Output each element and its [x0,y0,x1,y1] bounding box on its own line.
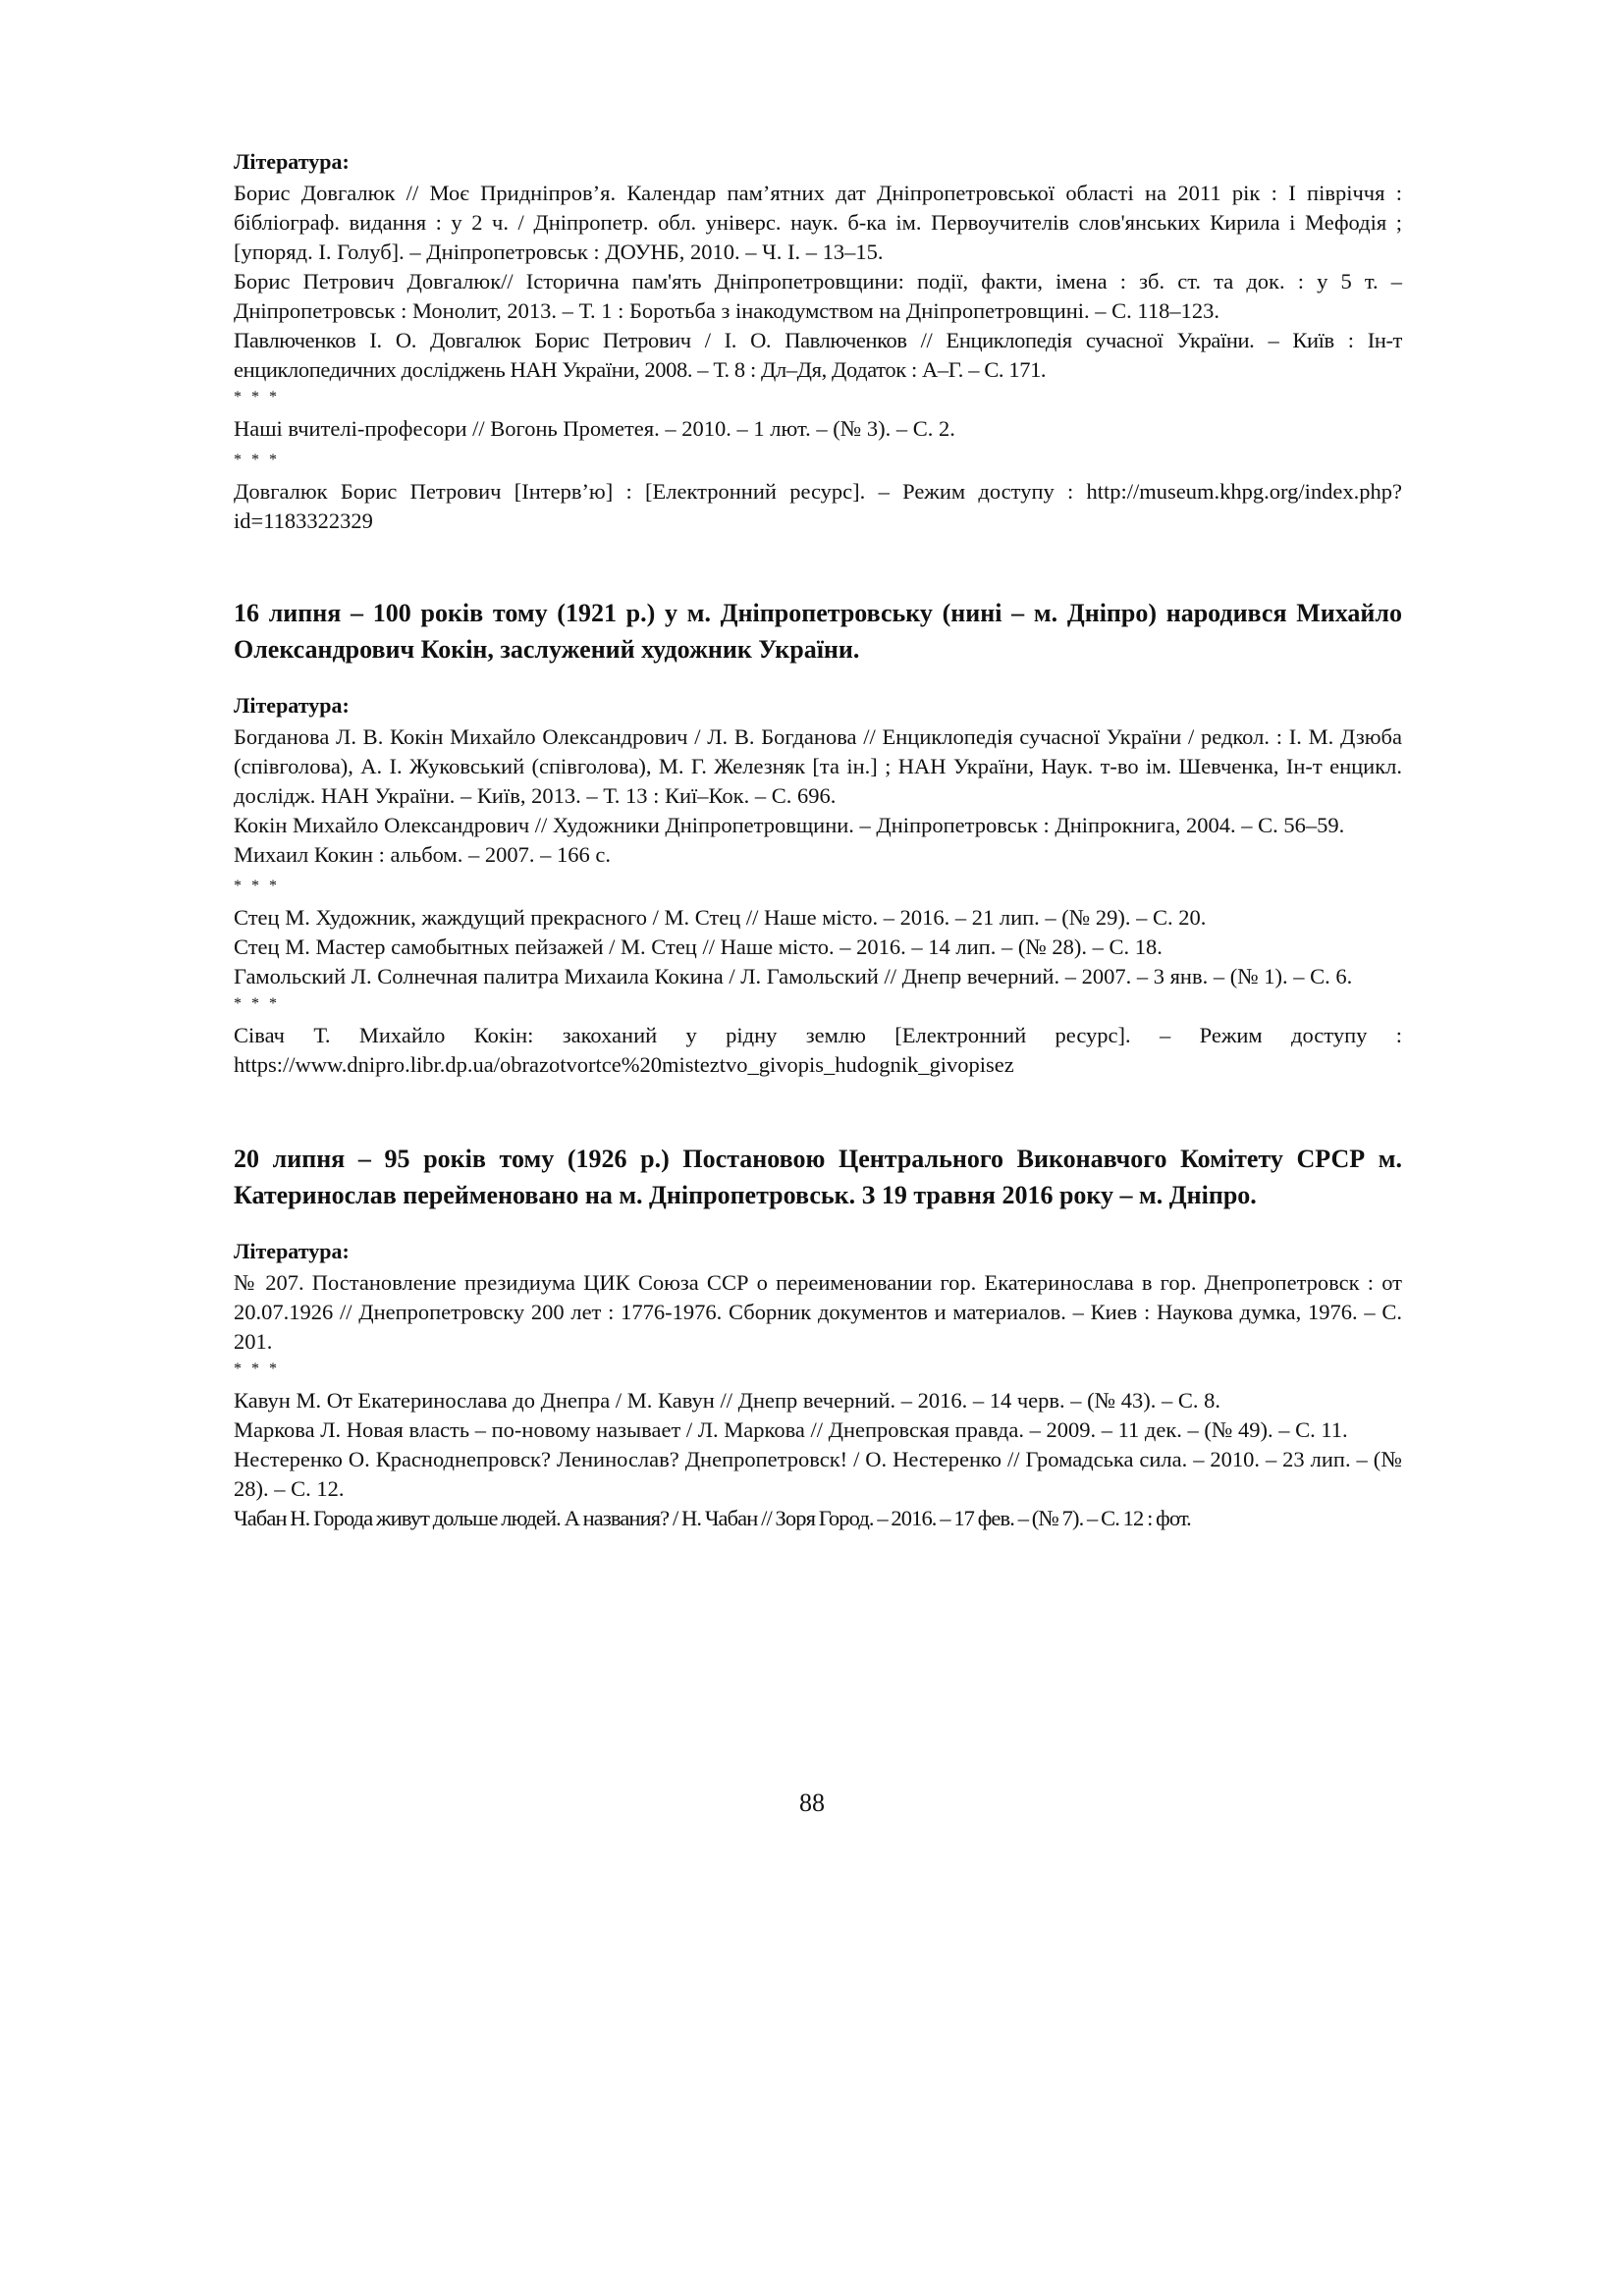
bibliography-entry: Сівач Т. Михайло Кокін: закоханий у рідну землю [Електронний ресурс]. – Режим доступу : https://www.dnipro.libr.dp.ua/obrazotvortce%20misteztvo_givopis_hudognik_givopisez [234,1023,1402,1077]
separator-stars: * * * [234,995,280,1012]
bibliography-entry: Наші вчителі-професори // Вогонь Прометея. – 2010. – 1 лют. – (№ 3). – С. 2. [234,416,955,441]
section-dovhaliuk [234,147,1402,536]
page-content [234,147,1402,1533]
bibliography-entry: Михаил Кокин : альбом. – 2007. – 166 с. [234,842,611,867]
section-kokin [234,595,1402,1080]
bibliography-entry: Борис Довгалюк // Моє Придніпров’я. Календар пам’ятних дат Дніпропетровської області на 2011 рік : І півріччя : бібліограф. видання : у 2 ч. / Дніпропетр. обл. універс. наук. б-ка ім. Первоучителів слов'янських Кирила і Мефодія ; [упоряд. І. Голуб]. – Дніпропетровськ : ДОУНБ, 2010. – Ч. І. – 13–15. [234,181,1402,264]
section-heading: 20 липня – 95 років тому (1926 р.) Постановою Центрального Виконавчого Комітету СРСР м. Катеринослав перейменовано на м. Дніпропетровськ. З 19 травня 2016 року – м. Дніпро. [234,1145,1402,1209]
bibliography-entry: Стец М. Мастер самобытных пейзажей / М. Стец // Наше місто. – 2016. – 14 лип. – (№ 28). – С. 18. [234,934,1163,959]
bibliography-entry: Кавун М. От Екатеринослава до Днепра / М. Кавун // Днепр вечерний. – 2016. – 14 черв. – (№ 43). – С. 8. [234,1388,1220,1413]
bibliography-entry: Маркова Л. Новая власть – по-новому называет / Л. Маркова // Днепровская правда. – 2009. – 11 дек. – (№ 49). – С. 11. [234,1417,1348,1442]
bibliography-entry: Богданова Л. В. Кокін Михайло Олександрович / Л. В. Богданова // Енциклопедія сучасної України / редкол. : І. М. Дзюба (співголова), А. І. Жуковський (співголова), М. Г. Железняк [та ін.] ; НАН України, Наук. т-во ім. Шевченка, Ін-т енцикл. дослідж. НАН України. – Київ, 2013. – Т. 13 : Киї–Кок. – С. 696. [234,724,1402,808]
bibliography-entry: Нестеренко О. Красноднепровск? Ленинослав? Днепропетровск! / О. Нестеренко // Громадська сила. – 2010. – 23 лип. – (№ 28). – С. 12. [234,1447,1402,1501]
bibliography-entry: Гамольский Л. Солнечная палитра Михаила Кокина / Л. Гамольский // Днепр вечерний. – 2007. – 3 янв. – (№ 1). – С. 6. [234,964,1353,988]
bibliography-entry: Павлюченков І. О. Довгалюк Борис Петрович / І. О. Павлюченков // Енциклопедія сучасної України. – Київ : Ін-т енциклопедичних досліджень НАН України, 2008. – Т. 8 : Дл–Дя, Додаток : А–Г. – С. 171. [234,328,1402,382]
page-number: 88 [799,1789,825,1817]
literature-label: Література: [234,149,350,174]
literature-label: Література: [234,693,350,718]
bibliography-entry: Довгалюк Борис Петрович [Інтерв’ю] : [Електронний ресурс]. – Режим доступу : http://museum.khpg.org/index.php?id=1183322329 [234,479,1402,533]
bibliography-entry: Чабан Н. Города живут дольше людей. А названия? / Н. Чабан // Зоря Город. – 2016. – 17 фев. – (№ 7). – С. 12 : фот. [234,1506,1191,1530]
separator-stars: * * * [234,389,280,405]
section-heading: 16 липня – 100 років тому (1921 р.) у м. Дніпропетровську (нині – м. Дніпро) народився Михайло Олександрович Кокін, заслужений художник України. [234,599,1402,664]
separator-stars: * * * [234,452,280,468]
separator-stars: * * * [234,878,280,894]
bibliography-entry: Борис Петрович Довгалюк// Історична пам'ять Дніпропетровщини: події, факти, імена : зб. ст. та док. : у 5 т. – Дніпропетровськ : Монолит, 2013. – Т. 1 : Боротьба з інакодумством на Дніпропетровщині. – С. 118–123. [234,269,1402,323]
separator-stars: * * * [234,1361,280,1377]
bibliography-entry: № 207. Постановление президиума ЦИК Союза ССР о переименовании гор. Екатеринослава в гор. Днепропетровск : от 20.07.1926 // Днепропетровску 200 лет : 1776-1976. Сборник документов и материалов. – Киев : Наукова думка, 1976. – С. 201. [234,1270,1402,1354]
bibliography-entry: Стец М. Художник, жаждущий прекрасного / М. Стец // Наше місто. – 2016. – 21 лип. – (№ 29). – С. 20. [234,905,1207,930]
section-renaming [234,1141,1402,1533]
bibliography-entry: Кокін Михайло Олександрович // Художники Дніпропетровщини. – Дніпропетровськ : Дніпрокнига, 2004. – С. 56–59. [234,813,1345,837]
literature-label: Література: [234,1239,350,1263]
